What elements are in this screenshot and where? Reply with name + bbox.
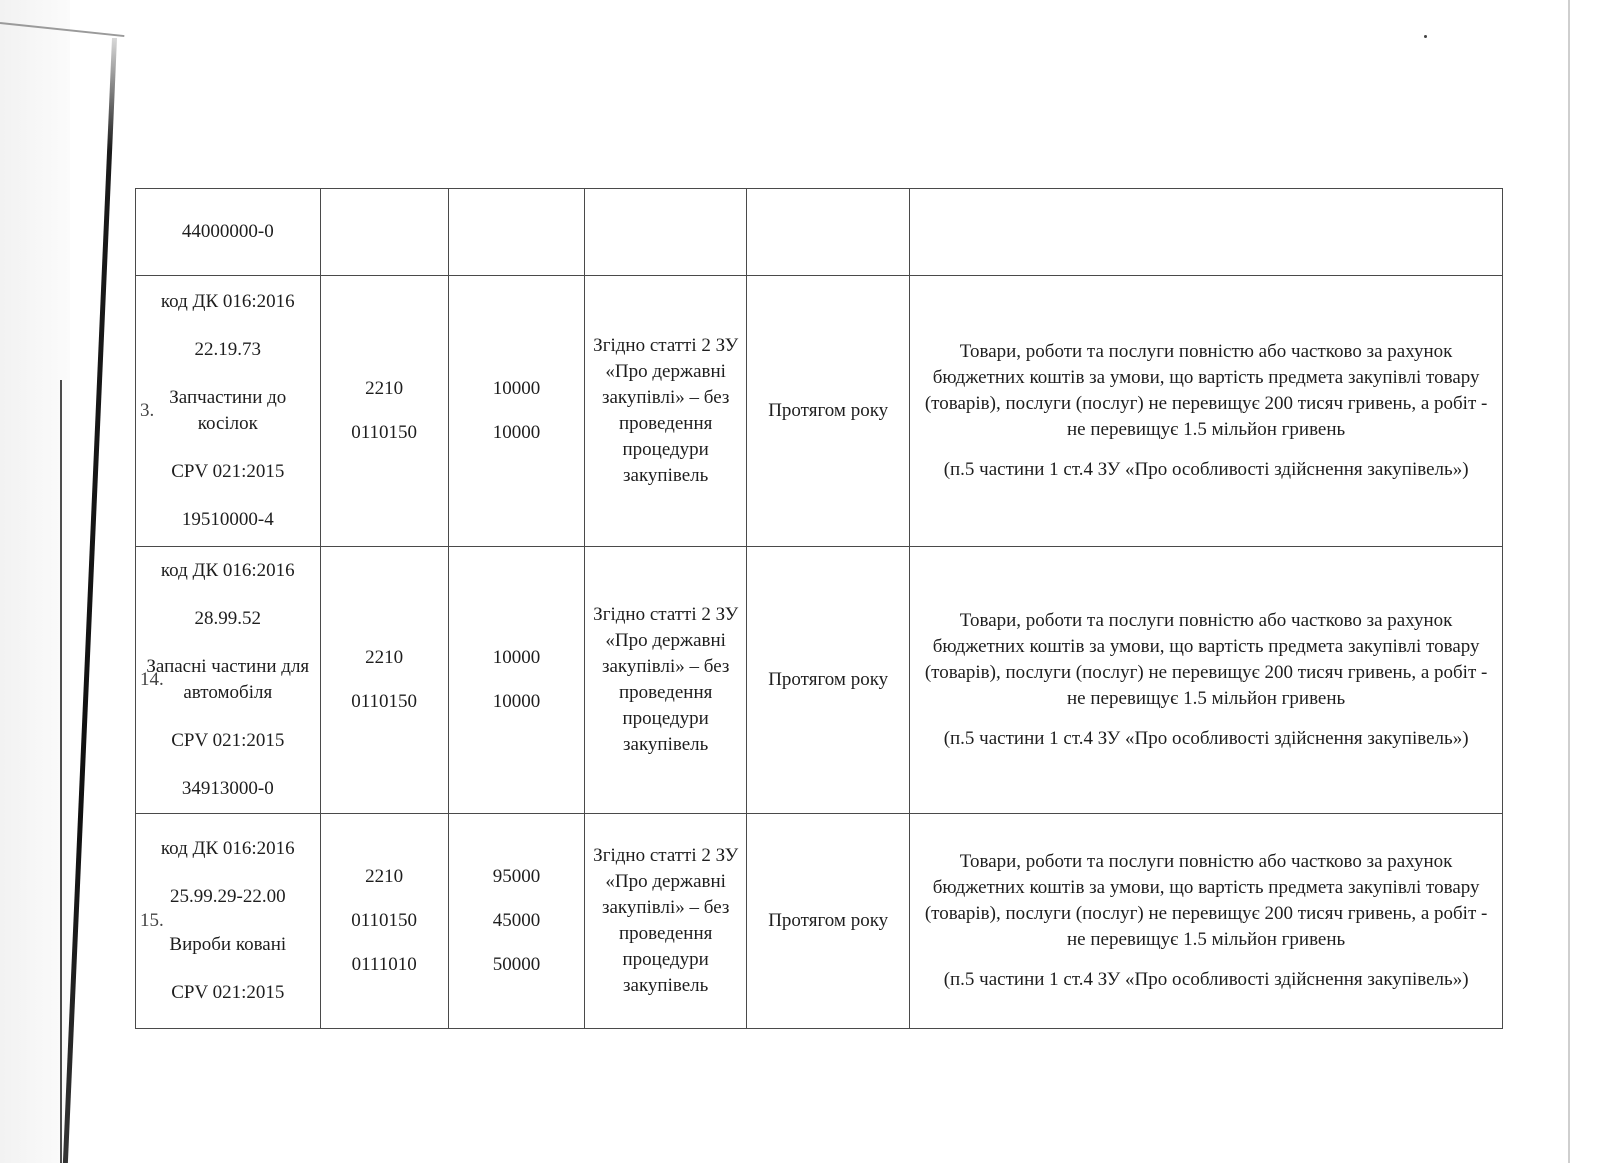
item-cell [136,276,321,547]
note-main: Товари, роботи та послуги повністю або частково за рахунок бюджетних коштів за умови, що вартість предмета закупівлі товару (товарів), послуги (послуг) не перевищує 200 тисяч гривень, а робіт - не перевищує 1.5 мільйон гривень [924,851,1488,950]
item-line: 25.99.29-22.00 [170,886,286,907]
binding-fold-line [60,380,62,1163]
sum-line: 10000 [492,647,541,668]
sum-cell [448,189,584,276]
sum-line: 45000 [492,910,541,931]
item-line: код ДК 016:2016 [160,838,295,859]
kekv-cell [320,276,448,547]
period-cell: Протягом року [747,814,910,1029]
sum-line: 10000 [492,422,541,443]
note-reference: (п.5 частини 1 ст.4 ЗУ «Про особливості здійснення закупівель») [943,459,1469,480]
item-code-text: 44000000-0 [181,221,274,242]
note-reference: (п.5 частини 1 ст.4 ЗУ «Про особливості здійснення закупівель») [943,969,1469,990]
item-line: код ДК 016:2016 [160,291,295,312]
item-line: Вироби ковані [169,934,287,955]
sum-cell [448,547,584,814]
basis-cell: Згідно статті 2 ЗУ «Про державні закупівлі» – без проведення процедури закупівель [585,276,747,547]
table-row-continued [136,189,1503,276]
note-main: Товари, роботи та послуги повністю або частково за рахунок бюджетних коштів за умови, що вартість предмета закупівлі товару (товарів), послуги (послуг) не перевищує 200 тисяч гривень, а робіт - не перевищує 1.5 мільйон гривень [924,341,1488,440]
basis-cell [585,189,747,276]
kekv-line: 0110150 [351,910,418,931]
sum-line: 10000 [492,691,541,712]
kekv-line: 0111010 [351,954,417,975]
sum-line: 95000 [492,866,541,887]
sum-line: 50000 [492,954,541,975]
item-line: 22.19.73 [194,339,262,360]
note-main: Товари, роботи та послуги повністю або частково за рахунок бюджетних коштів за умови, що вартість предмета закупівлі товару (товарів), послуги (послуг) не перевищує 200 тисяч гривень, а робіт - не перевищує 1.5 мільйон гривень [924,610,1488,709]
kekv-line: 0110150 [351,422,418,443]
item-line: CPV 021:2015 [171,982,285,1003]
kekv-line: 2210 [365,647,404,668]
kekv-cell [320,189,448,276]
kekv-line: 0110150 [351,691,418,712]
kekv-cell [320,547,448,814]
item-line: 19510000-4 [181,509,274,530]
page-right-edge [1568,0,1570,1163]
procurement-plan-table [135,188,1503,1029]
item-line: CPV 021:2015 [171,461,285,482]
item-line: код ДК 016:2016 [160,560,295,581]
table-row: 3. код ДК 016:2016 22.19.73 Запчастини до косілок CPV 021:2015 19510000-4 2210 0110150 10000 10000 Згідно статті 2 ЗУ «Про державні закупівлі» – без проведення процедури закупівель Протягом року Товари, роботи та послуги повністю або частково за рахунок бюджетних коштів за умови, що вартість предмета закупівлі товару (товарів), послуги (послуг) не перевищує 200 тисяч гривень, а робіт - не перевищує 1.5 мільйон гривень (п.5 частини 1 ст.4 ЗУ «Про особливості здійснення закупівель») [136,276,1503,547]
note-cell [910,814,1503,1029]
item-line: CPV 021:2015 [171,730,285,751]
sum-cell [448,814,584,1029]
item-line: Запасні частини для автомобіля [146,656,310,703]
table-row: 14. код ДК 016:2016 28.99.52 Запасні частини для автомобіля CPV 021:2015 34913000-0 2210 0110150 10000 10000 Згідно статті 2 ЗУ «Про державні закупівлі» – без проведення процедури закупівель Протягом року Товари, роботи та послуги повністю або частково за рахунок бюджетних коштів за умови, що вартість предмета закупівлі товару (товарів), послуги (послуг) не перевищує 200 тисяч гривень, а робіт - не перевищує 1.5 мільйон гривень (п.5 частини 1 ст.4 ЗУ «Про особливості здійснення закупівель») [136,547,1503,814]
item-cell [136,189,321,276]
item-line: Запчастини до косілок [169,387,287,434]
binding-edge [63,38,117,1163]
item-line: 34913000-0 [181,778,274,799]
note-cell [910,276,1503,547]
sum-cell [448,276,584,547]
note-reference: (п.5 частини 1 ст.4 ЗУ «Про особливості здійснення закупівель») [943,728,1469,749]
note-cell [910,547,1503,814]
kekv-line: 2210 [365,866,404,887]
sum-line: 10000 [492,378,541,399]
table-row: 15. код ДК 016:2016 25.99.29-22.00 Вироби ковані CPV 021:2015 2210 0110150 0111010 95000 45000 50000 Згідно статті 2 ЗУ «Про державні закупівлі» – без проведення процедури закупівель Протягом року Товари, роботи та послуги повністю або частково за рахунок бюджетних коштів за умови, що вартість предмета закупівлі товару (товарів), послуги (послуг) не перевищує 200 тисяч гривень, а робіт - не перевищує 1.5 мільйон гривень (п.5 частини 1 ст.4 ЗУ «Про особливості здійснення закупівель») [136,814,1503,1029]
period-cell [747,189,910,276]
basis-cell: Згідно статті 2 ЗУ «Про державні закупівлі» – без проведення процедури закупівель [585,814,747,1029]
period-cell: Протягом року [747,276,910,547]
note-cell [910,189,1503,276]
item-line: 28.99.52 [194,608,262,629]
kekv-line: 2210 [365,378,404,399]
scan-speck [1424,35,1427,38]
period-cell: Протягом року [747,547,910,814]
basis-cell: Згідно статті 2 ЗУ «Про державні закупівлі» – без проведення процедури закупівель [585,547,747,814]
kekv-cell [320,814,448,1029]
